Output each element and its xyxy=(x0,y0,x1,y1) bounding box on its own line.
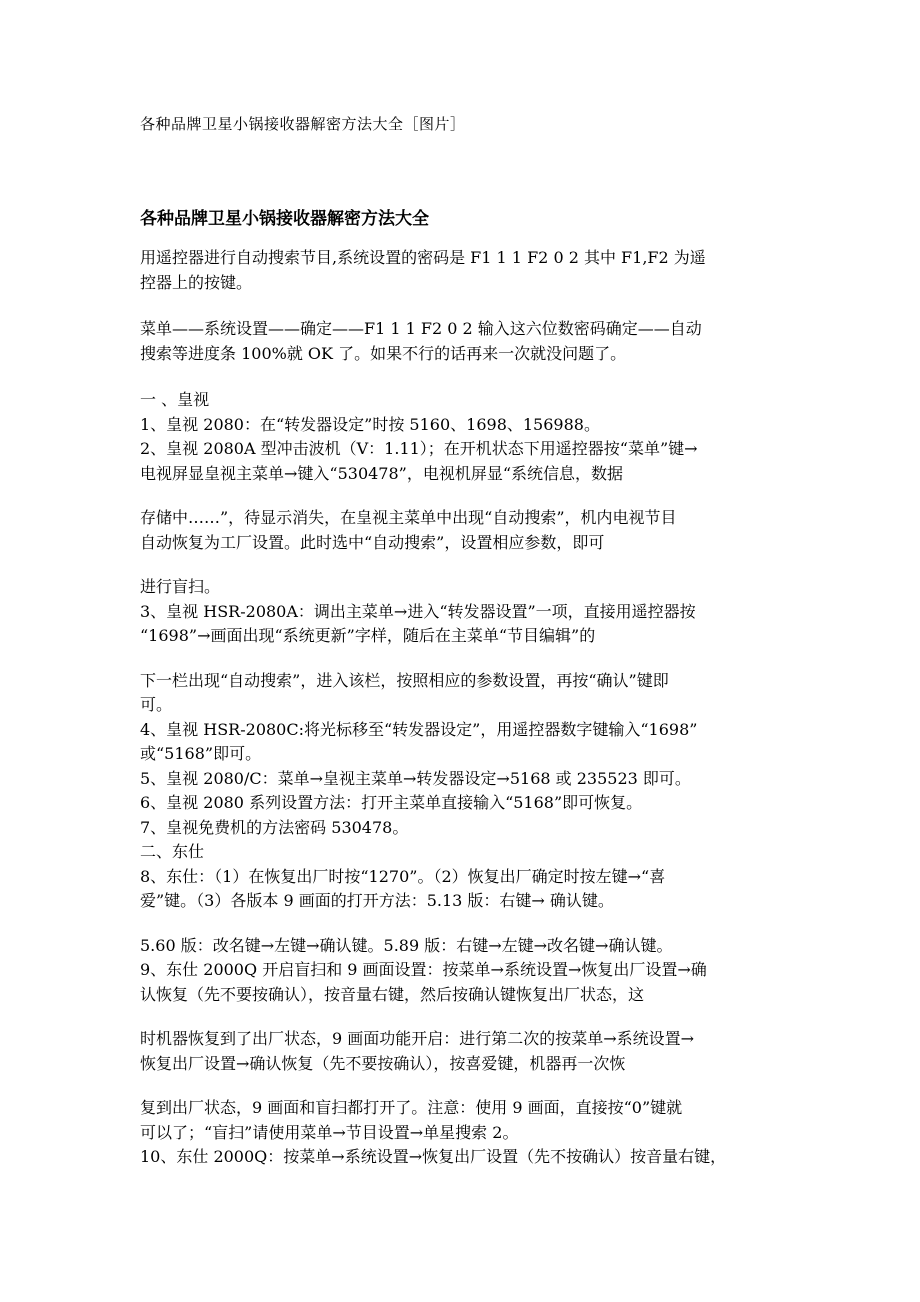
paragraph-line: 用遥控器进行自动搜索节目,系统设置的密码是 F1 1 1 F2 0 2 其中 F1,F2 为遥 xyxy=(140,248,706,267)
list-item: 6、皇视 2080 系列设置方法：打开主菜单直接输入“5168”即可恢复。 xyxy=(140,793,643,812)
list-item: 1、皇视 2080：在“转发器设定”时按 5160、1698、156988。 xyxy=(140,414,600,434)
section-heading: 一 、皇视 xyxy=(140,390,210,409)
list-item: 4、皇视 HSR-2080C:将光标移至“转发器设定”，用遥控器数字键输入“1698” xyxy=(140,719,698,739)
header-title: 各种品牌卫星小锅接收器解密方法大全［图片］ xyxy=(140,115,466,133)
list-item: 进行盲扫。 xyxy=(140,577,221,596)
list-item: 10、东仕 2000Q：按菜单→系统设置→恢复出厂设置（先不按确认）按音量右键， xyxy=(140,1147,727,1166)
list-item: 5.60 版：改名键→左键→确认键。5.89 版：右键→左键→改名键→确认键。 xyxy=(140,935,673,955)
list-item: 2、皇视 2080A 型冲击波机（V：1.11）；在开机状态下用遥控器按“菜单”键→ xyxy=(140,439,698,458)
section-heading: 二、东仕 xyxy=(140,842,205,861)
main-title: 各种品牌卫星小锅接收器解密方法大全 xyxy=(140,209,429,229)
list-item: 电视屏显皇视主菜单→键入“530478”，电视机屏显“系统信息，数据 xyxy=(140,463,624,483)
list-item: 复到出厂状态，9 画面和盲扫都打开了。注意：使用 9 画面，直接按“0”键就 xyxy=(140,1098,683,1117)
list-item: 爱”键。（3）各版本 9 画面的打开方法：5.13 版：右键→ 确认键。 xyxy=(140,891,614,910)
list-item: 7、皇视免费机的方法密码 530478。 xyxy=(140,817,409,837)
list-item: 认恢复（先不要按确认），按音量右键，然后按确认键恢复出厂状态，这 xyxy=(140,984,645,1004)
list-item: 9、东仕 2000Q 开启盲扫和 9 画面设置：按菜单→系统设置→恢复出厂设置→确 xyxy=(140,960,707,979)
list-item: 8、东仕：（1）在恢复出厂时按“1270”。（2）恢复出厂确定时按左键→“喜 xyxy=(140,866,666,886)
list-item: 可以了；“盲扫”请使用菜单→节目设置→单星搜索 2。 xyxy=(140,1122,519,1142)
list-item: “1698”→画面出现“系统更新”字样，随后在主菜单“节目编辑”的 xyxy=(140,626,596,645)
list-item: 恢复出厂设置→确认恢复（先不要按确认），按喜爱键，机器再一次恢 xyxy=(140,1053,626,1073)
list-item: 5、皇视 2080/C：菜单→皇视主菜单→转发器设定→5168 或 235523 即可。 xyxy=(140,768,691,788)
list-item: 时机器恢复到了出厂状态，9 画面功能开启：进行第二次的按菜单→系统设置→ xyxy=(140,1029,695,1048)
paragraph-line: 菜单——系统设置——确定——F1 1 1 F2 0 2 输入这六位数密码确定——自动 xyxy=(140,319,702,338)
list-item: 存储中……”，待显示消失，在皇视主菜单中出现“自动搜索”，机内电视节目 xyxy=(140,508,677,527)
list-item: 下一栏出现“自动搜索”，进入该栏，按照相应的参数设置，再按“确认”键即 xyxy=(140,670,669,690)
paragraph-line: 搜索等进度条 100%就 OK 了。如果不行的话再来一次就没问题了。 xyxy=(140,343,627,363)
paragraph-line: 控器上的按键。 xyxy=(140,272,253,292)
document-body xyxy=(140,246,785,1170)
list-item: 可。 xyxy=(140,695,173,714)
list-item: 或“5168”即可。 xyxy=(140,744,262,763)
list-item: 3、皇视 HSR-2080A：调出主菜单→进入“转发器设置”一项，直接用遥控器按 xyxy=(140,601,696,621)
list-item: 自动恢复为工厂设置。此时选中“自动搜索”，设置相应参数，即可 xyxy=(140,532,605,552)
